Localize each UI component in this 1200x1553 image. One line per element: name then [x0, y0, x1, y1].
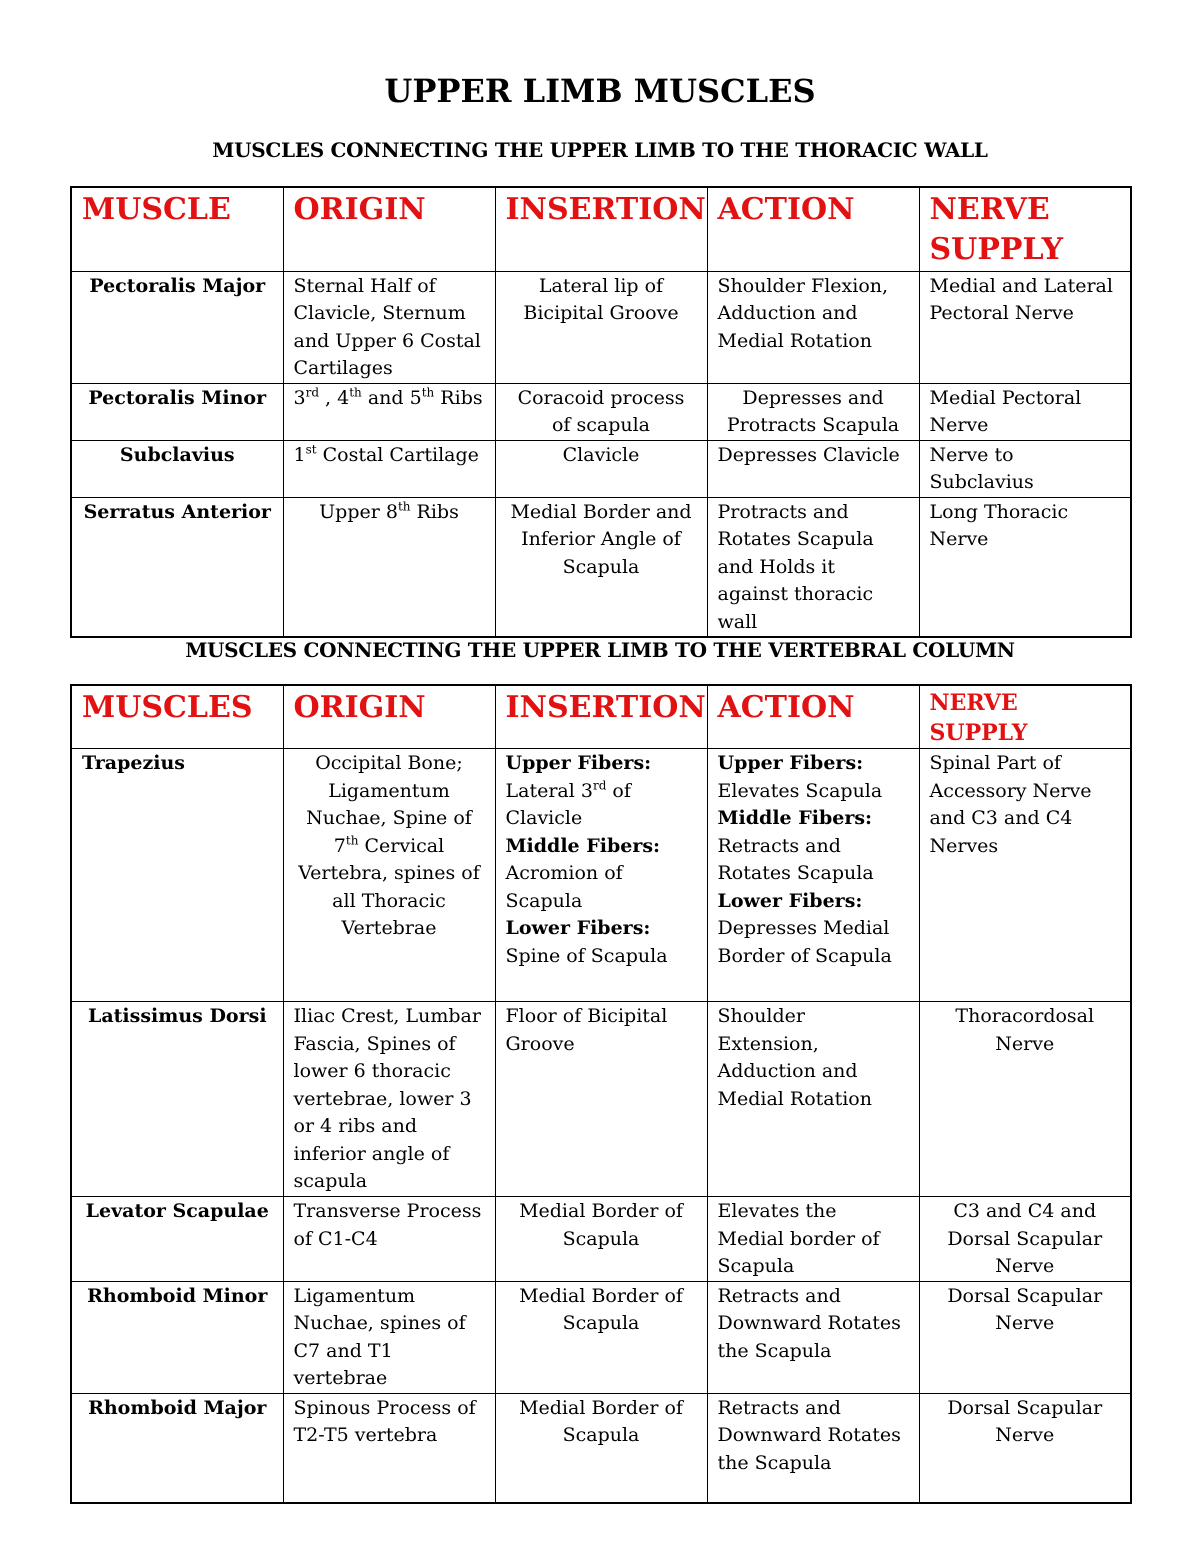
origin-cell: Iliac Crest, Lumbar Fascia, Spines of lower 6 thoracic vertebrae, lower 3 or 4 ribs and inferior angle of scapula	[283, 1002, 495, 1197]
header-row	[71, 187, 1131, 271]
action-cell: Upper Fibers: Elevates Scapula Middle Fibers: Retracts and Rotates Scapula Lower Fibers: Depresses Medial Border of Scapula	[707, 749, 919, 1002]
insertion-cell: Medial Border of Scapula	[495, 1197, 707, 1282]
muscle-name: Trapezius	[71, 749, 283, 1002]
insertion-cell: Medial Border of Scapula	[495, 1281, 707, 1393]
action-cell: Depresses and Protracts Scapula	[707, 383, 919, 440]
muscle-name: Rhomboid Major	[71, 1393, 283, 1503]
table-row	[71, 1393, 1131, 1503]
origin-cell: Transverse Process of C1-C4	[283, 1197, 495, 1282]
nerve-cell: Long Thoracic Nerve	[919, 497, 1131, 637]
action-cell: Shoulder Extension, Adduction and Medial Rotation	[707, 1002, 919, 1197]
header-origin: ORIGIN	[283, 685, 495, 749]
muscle-name: Latissimus Dorsi	[71, 1002, 283, 1197]
nerve-cell: Thoracordosal Nerve	[919, 1002, 1131, 1197]
insertion-cell: Coracoid process of scapula	[495, 383, 707, 440]
insertion-cell: Clavicle	[495, 440, 707, 497]
header-action: ACTION	[707, 187, 919, 271]
nerve-cell: Dorsal Scapular Nerve	[919, 1281, 1131, 1393]
insertion-cell: Medial Border and Inferior Angle of Scapula	[495, 497, 707, 637]
table-row	[71, 497, 1131, 637]
header-insertion: INSERTION	[495, 187, 707, 271]
header-action: ACTION	[707, 685, 919, 749]
nerve-cell: Medial and Lateral Pectoral Nerve	[919, 271, 1131, 383]
insertion-cell: Lateral lip of Bicipital Groove	[495, 271, 707, 383]
origin-cell: Ligamentum Nuchae, spines of C7 and T1 vertebrae	[283, 1281, 495, 1393]
origin-cell: Upper 8th Ribs	[283, 497, 495, 637]
table-row	[71, 383, 1131, 440]
header-row	[71, 685, 1131, 749]
origin-cell: Sternal Half of Clavicle, Sternum and Upper 6 Costal Cartilages	[283, 271, 495, 383]
insertion-cell: Upper Fibers: Lateral 3rd of Clavicle Middle Fibers: Acromion of Scapula Lower Fibers: Spine of Scapula	[495, 749, 707, 1002]
action-cell: Elevates the Medial border of Scapula	[707, 1197, 919, 1282]
muscle-name: Pectoralis Minor	[71, 383, 283, 440]
muscle-name: Pectoralis Major	[71, 271, 283, 383]
muscle-name: Levator Scapulae	[71, 1197, 283, 1282]
page-title: UPPER LIMB MUSCLES	[384, 72, 816, 110]
table2-heading: MUSCLES CONNECTING THE UPPER LIMB TO THE VERTEBRAL COLUMN	[185, 638, 1015, 662]
header-nerve-supply: NERVE SUPPLY	[919, 685, 1131, 749]
table-row	[71, 749, 1131, 1002]
nerve-cell: Dorsal Scapular Nerve	[919, 1393, 1131, 1503]
table-row	[71, 1197, 1131, 1282]
header-insertion: INSERTION	[495, 685, 707, 749]
nerve-cell: C3 and C4 and Dorsal Scapular Nerve	[919, 1197, 1131, 1282]
action-cell: Depresses Clavicle	[707, 440, 919, 497]
origin-cell: 3rd , 4th and 5th Ribs	[283, 383, 495, 440]
header-origin: ORIGIN	[283, 187, 495, 271]
table-row	[71, 1002, 1131, 1197]
table-row	[71, 1281, 1131, 1393]
header-nerve-supply: NERVE SUPPLY	[919, 187, 1131, 271]
action-cell: Shoulder Flexion, Adduction and Medial Rotation	[707, 271, 919, 383]
muscle-name: Rhomboid Minor	[71, 1281, 283, 1393]
muscle-name: Subclavius	[71, 440, 283, 497]
table-row	[71, 271, 1131, 383]
nerve-cell: Spinal Part of Accessory Nerve and C3 and C4 Nerves	[919, 749, 1131, 1002]
action-cell: Protracts and Rotates Scapula and Holds it against thoracic wall	[707, 497, 919, 637]
origin-cell: Occipital Bone; Ligamentum Nuchae, Spine of 7th Cervical Vertebra, spines of all Thoracic Vertebrae	[283, 749, 495, 1002]
muscle-name: Serratus Anterior	[71, 497, 283, 637]
nerve-cell: Medial Pectoral Nerve	[919, 383, 1131, 440]
action-cell: Retracts and Downward Rotates the Scapula	[707, 1393, 919, 1503]
insertion-cell: Floor of Bicipital Groove	[495, 1002, 707, 1197]
table-row	[71, 440, 1131, 497]
insertion-cell: Medial Border of Scapula	[495, 1393, 707, 1503]
origin-cell: 1st Costal Cartilage	[283, 440, 495, 497]
header-muscles: MUSCLES	[71, 685, 283, 749]
nerve-cell: Nerve to Subclavius	[919, 440, 1131, 497]
header-muscle: MUSCLE	[71, 187, 283, 271]
vertebral-column-table	[70, 684, 1132, 1504]
action-cell: Retracts and Downward Rotates the Scapula	[707, 1281, 919, 1393]
origin-cell: Spinous Process of T2-T5 vertebra	[283, 1393, 495, 1503]
table1-heading: MUSCLES CONNECTING THE UPPER LIMB TO THE THORACIC WALL	[212, 138, 988, 162]
thoracic-wall-table	[70, 186, 1132, 638]
